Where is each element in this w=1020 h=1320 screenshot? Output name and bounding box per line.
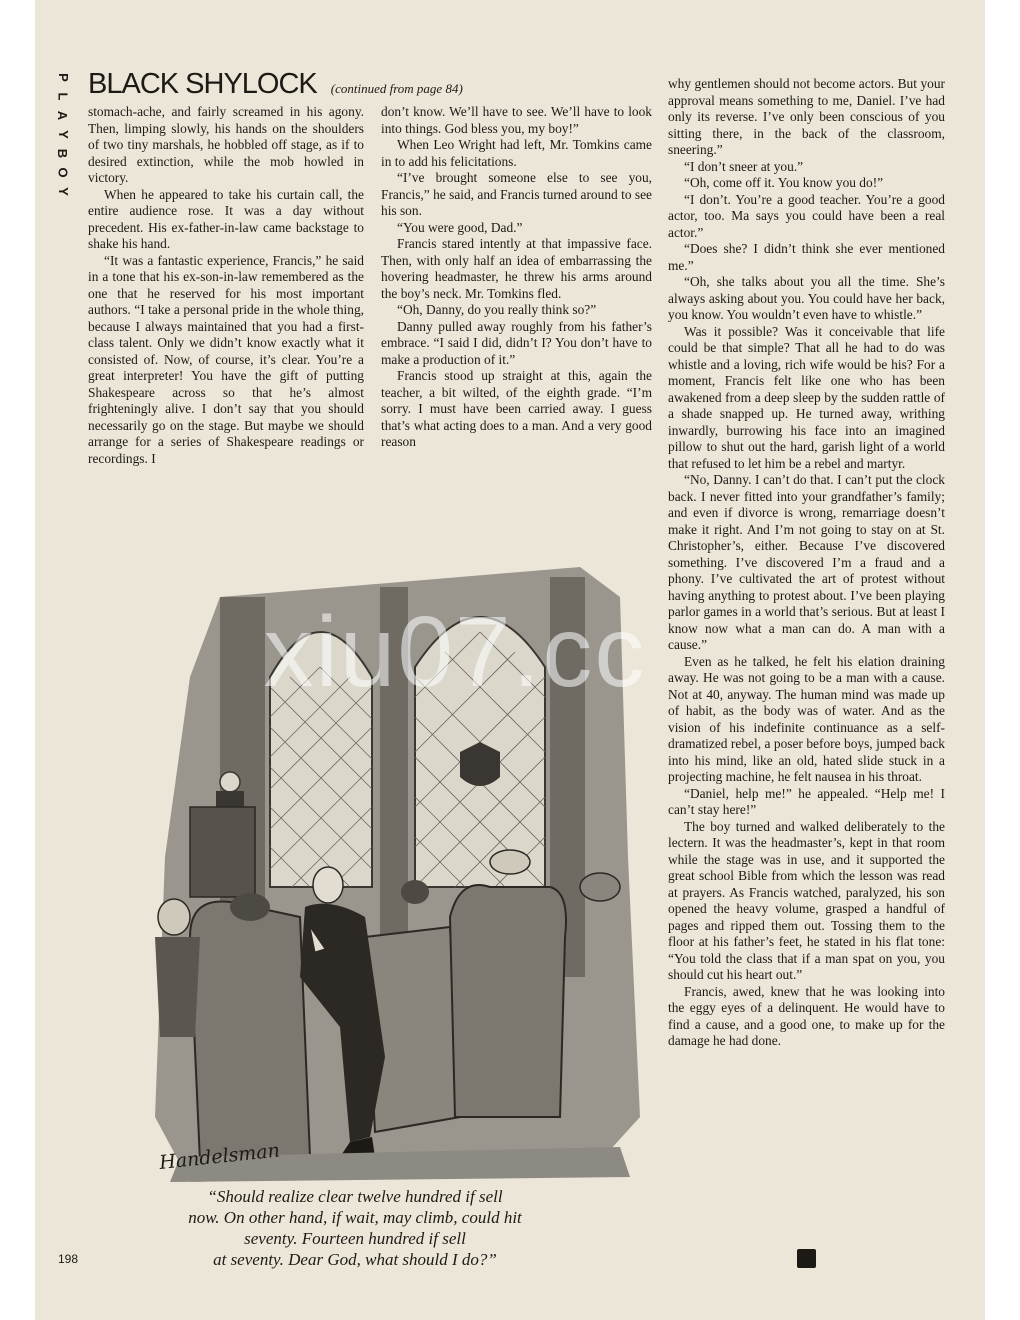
paragraph: “Daniel, help me!” he appealed. “Help me! I can’t stay here!”	[668, 785, 945, 817]
paragraph: “Oh, come off it. You know you do!”	[684, 175, 884, 190]
paragraph: Francis stood up straight at this, again the teacher, a bit wilted, of the eighth grade. “I’m sorry. I must have been carried away. I guess that’s what acting does to a man. And a very good reason	[381, 368, 652, 449]
artist-signature: Handelsman	[158, 1139, 281, 1174]
paragraph: stomach-ache, and fairly screamed in his agony. Then, limping slowly, his hands on the shoulders of two tiny marshals, he hobbled off stage, as if to desired extinction, while the mob howled in victory.	[88, 104, 364, 185]
paragraph: “Oh, Danny, do you really think so?”	[397, 302, 597, 317]
text-column-3	[668, 76, 945, 1050]
paragraph: “I don’t. You’re a good teacher. You’re a good actor, too. Ma says you could have been a real actor.”	[668, 191, 945, 240]
paragraph: Francis stared intently at that impassive face. Then, with only half an idea of embarrassing the hovering headmaster, he threw his arms around the boy’s neck. Mr. Tomkins fled.	[381, 236, 652, 301]
magazine-letter: Y	[55, 187, 71, 196]
magazine-letter: P	[55, 73, 71, 82]
paragraph: Danny pulled away roughly from his father’s embrace. “I said I did, didn’t I? You don’t have to make a production of it.”	[381, 318, 652, 367]
magazine-letter: L	[55, 92, 71, 101]
continuation-note: (continued from page 84)	[330, 81, 463, 96]
cartoon-caption: “Should realize clear twelve hundred if sell now. On other hand, if wait, may climb, could hit seventy. Fourteen hundred if sell at seventy. Dear God, what should I do?”	[188, 1187, 522, 1269]
paragraph: When Leo Wright had left, Mr. Tomkins came in to add his felicitations.	[381, 137, 652, 169]
paragraph: When he appeared to take his curtain call, the entire audience rose. It was a day without precedent. His ex-father-in-law came backstage to shake his hand.	[88, 186, 364, 251]
paragraph: Even as he talked, he felt his elation draining away. He was not going to be a man with a cause. Not at 40, anyway. The human mind was made up of habit, as the body was of water. And as the vision of his indefinite continuance as a self-dramatized rebel, a poser before boys, jumped back into his mind, like an old, hated slide stuck in a projecting machine, he felt nausea in his throat.	[668, 653, 945, 784]
text-column-2	[381, 104, 652, 451]
page-number: 198	[58, 1252, 79, 1266]
magazine-letter: O	[55, 167, 71, 178]
end-of-article-mark	[797, 1249, 816, 1268]
magazine-letter: Y	[55, 130, 71, 139]
magazine-letter: B	[55, 148, 71, 159]
paragraph: Was it possible? Was it conceivable that life could be that simple? That all he had to do was whistle and a loving, rich wife would be his? For a moment, Francis felt like one who has been awakened from a deep sleep by the sudden rattle of a shade snapped up. He turned away, writhing inwardly, burrowing his face into an imagined pillow to shut out the hard, garish light of a world that refused to let him be a rebel and martyr.	[668, 323, 945, 471]
watermark-text: xiu07.cc	[263, 596, 647, 708]
paragraph: “Oh, she talks about you all the time. She’s always asking about you. You could have her back, you know. You wouldn’t even have to whistle.”	[668, 274, 945, 322]
paragraph: why gentlemen should not become actors. But your approval means something to me, Daniel. I’ve had only its reverse. I’ve only been conscious of you sitting there, in the back of the classroom, sneering.”	[668, 76, 945, 157]
magazine-name-vertical	[52, 68, 74, 228]
paragraph: “No, Danny. I can’t do that. I can’t put the clock back. I never fitted into your grandfather’s family; and even if divorce is wrong, remarriage doesn’t make it right. And I’m not going to stay on at St. Christopher’s, either. Because I’ve discovered something. I’ve discovered I’m a fraud and a phony. I’ve cultivated the art of protest without having anything to protest about. I’ve been playing parlor games in a world that’s serious. But at least I know now what a man can do. A man with a cause.”	[668, 472, 945, 652]
paragraph: don’t know. We’ll have to see. We’ll have to look into things. God bless you, my boy!”	[381, 104, 652, 136]
church-cartoon-illustration	[150, 557, 648, 1190]
magazine-letter: A	[55, 110, 71, 121]
article-header	[88, 68, 463, 101]
paragraph: The boy turned and walked deliberately to the lectern. It was the headmaster’s, kept in that room while the stage was in use, and it supported the great school Bible from which the lesson was read at prayers. As Francis watched, paralyzed, his son opened the heavy volume, grasped a handful of pages and ripped them out. Tossing them to the floor at his father’s feet, he stated in his flat tone: “You told the class that if a man spat on you, you should cut his heart out.”	[668, 818, 945, 982]
paragraph: Francis, awed, knew that he was looking into the eggy eyes of a delinquent. He would have to find a cause, and a good one, to make up for the damage he had done.	[668, 983, 945, 1048]
paragraph: “I don’t sneer at you.”	[684, 158, 804, 174]
article-title: BLACK SHYLOCK	[88, 68, 317, 100]
paragraph: “Does she? I didn’t think she ever mentioned me.”	[668, 241, 945, 273]
paragraph: “You were good, Dad.”	[397, 219, 523, 235]
text-column-1	[88, 104, 364, 467]
paragraph: “I’ve brought someone else to see you, Francis,” he said, and Francis turned around to see his son.	[381, 170, 652, 218]
paragraph: “It was a fantastic experience, Francis,” he said in a tone that his ex-son-in-law remembered as the one that he reserved for his most important authors. “I take a personal pride in the whole thing, because I always maintained that you had a first-class talent. Only we didn’t know exactly what it consisted of. Now, of course, it’s clear. You’re a great interpreter! You have the gift of putting Shakespeare across so that he’s almost frighteningly alive. I don’t say that you should necessarily go on the stage. But maybe we should arrange for a series of Shakespeare readings or recordings. I	[88, 252, 364, 466]
